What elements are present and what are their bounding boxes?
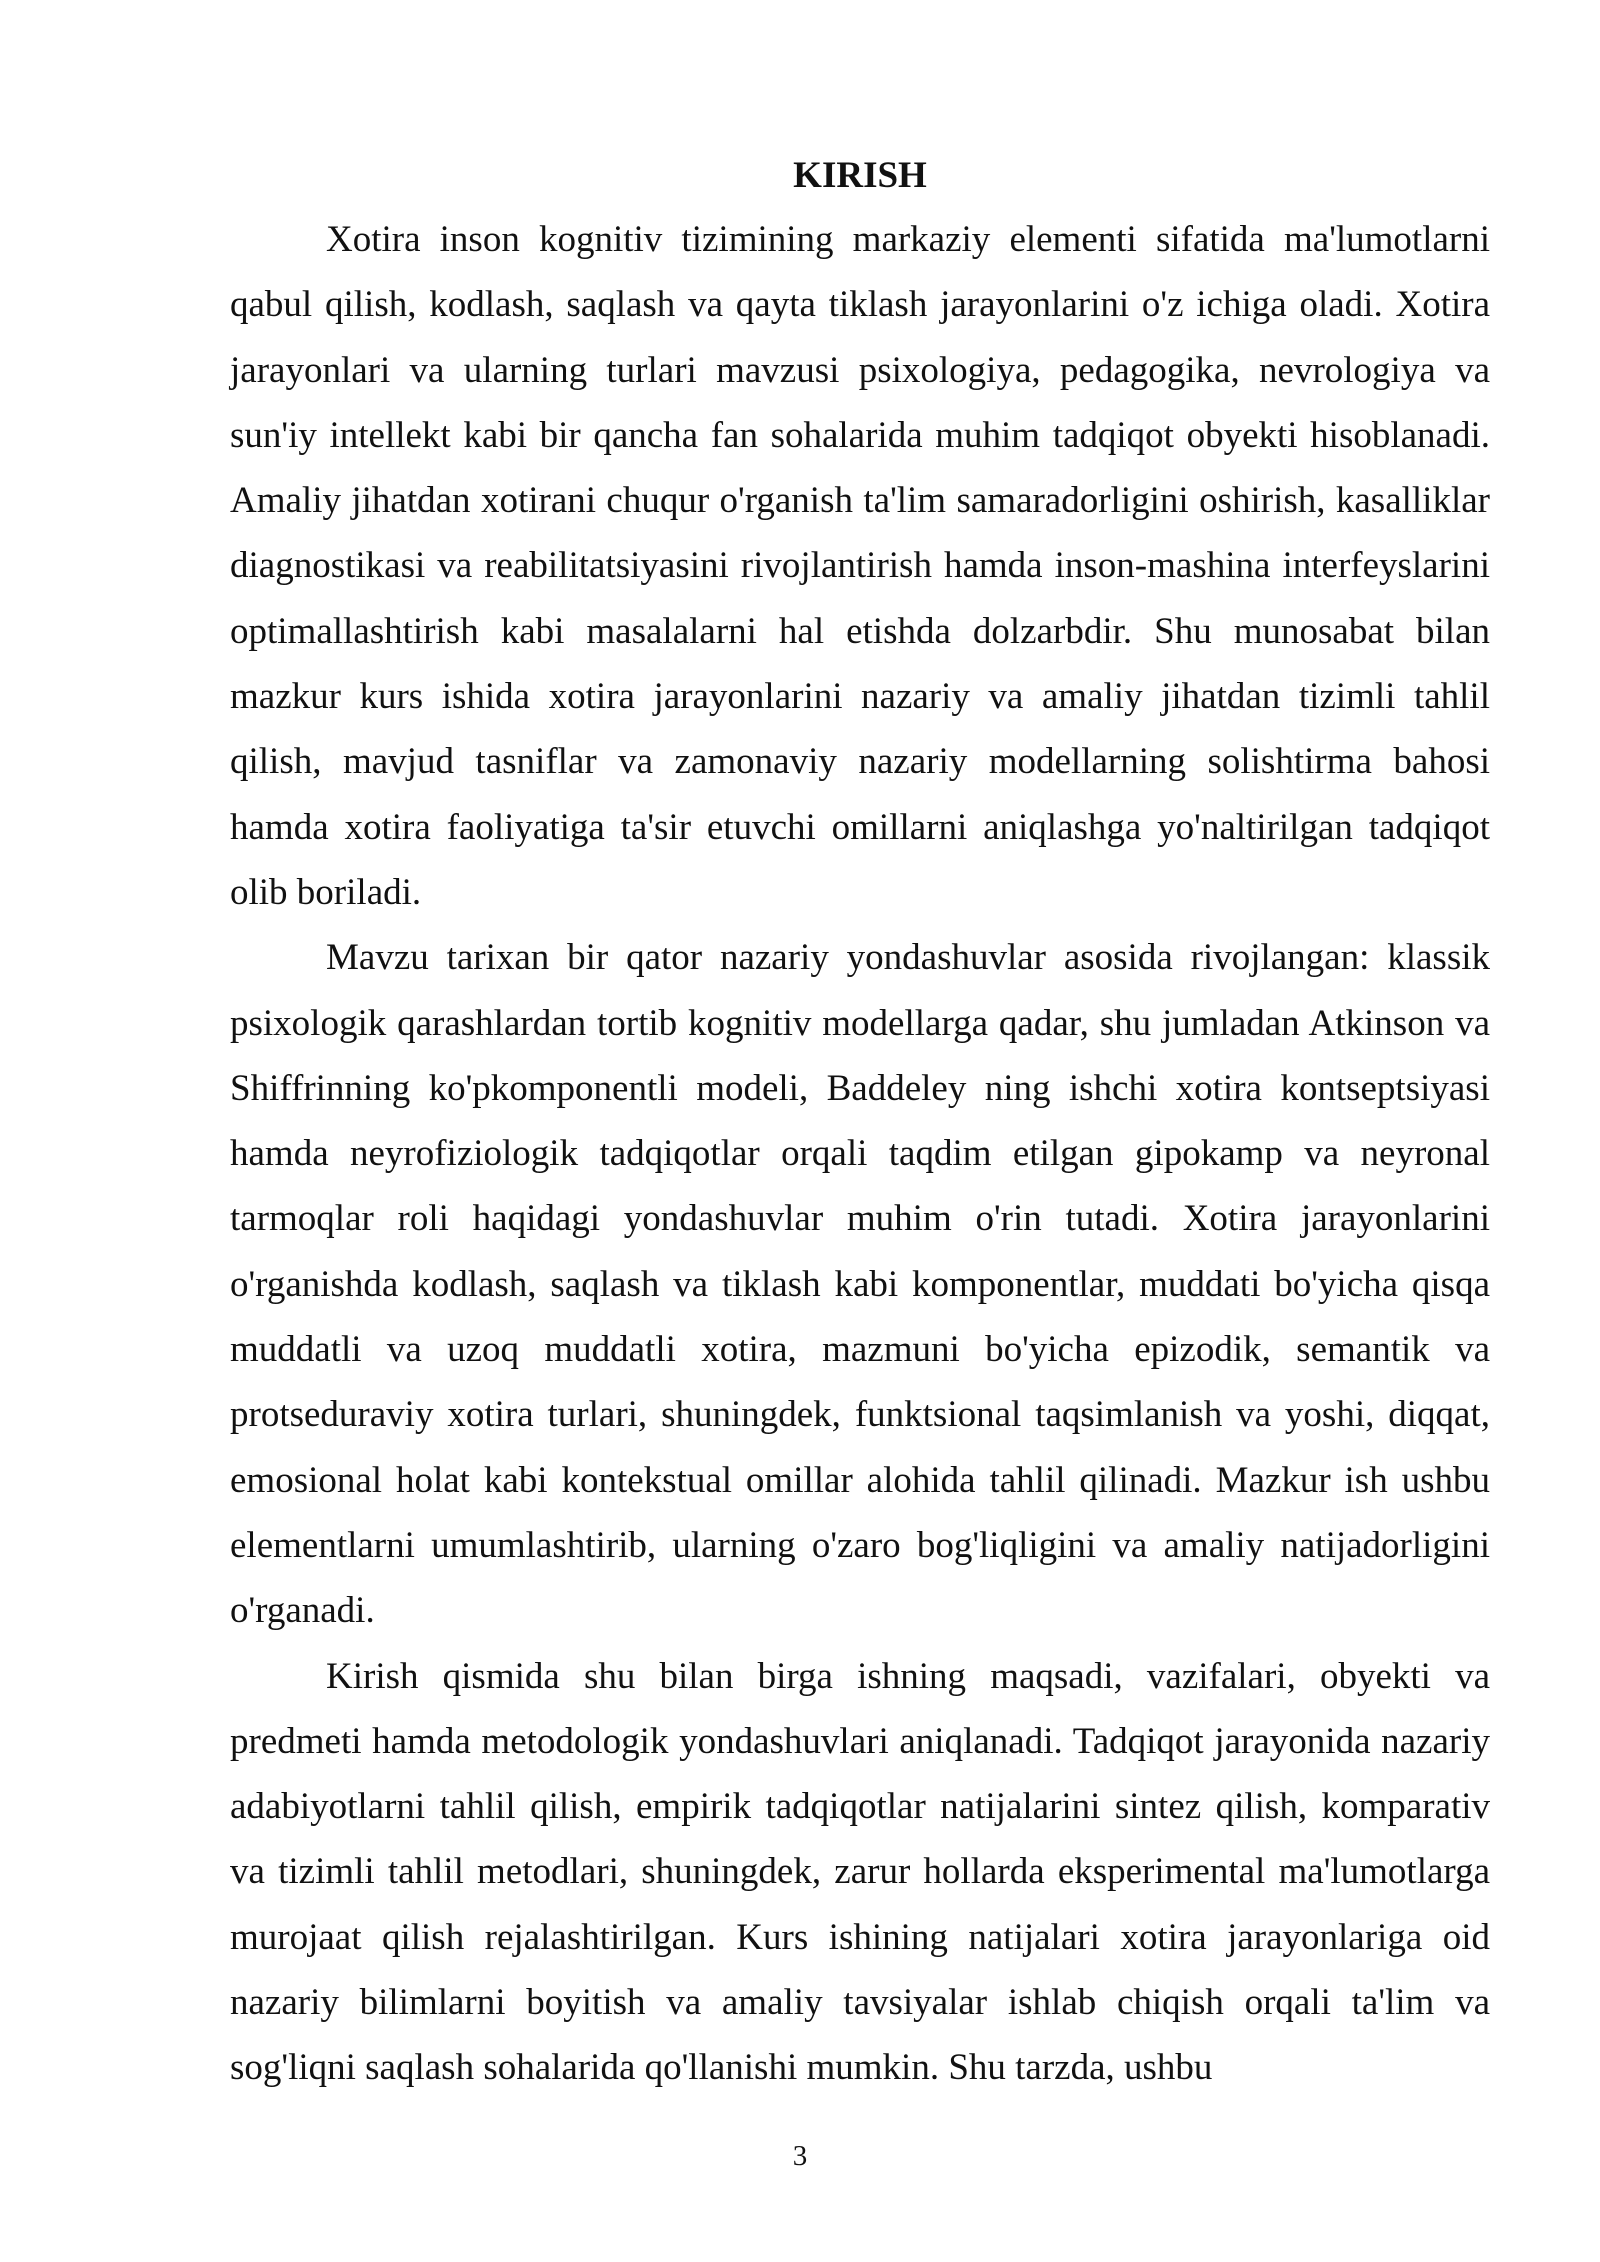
section-heading: KIRISH bbox=[793, 155, 927, 196]
paragraph-2: Mavzu tarixan bir qator nazariy yondashuvlar asosida rivojlangan: klassik psixologik qarashlardan tortib kognitiv modellarga qadar, shu jumladan Atkinson va Shiffrinning ko'pkomponentli modeli, Baddeley ning ishchi xotira kontseptsiyasi hamda neyrofiziologik tadqiqotlar orqali taqdim etilgan gipokamp va neyronal tarmoqlar roli haqidagi yondashuvlar muhim o'rin tutadi. Xotira jarayonlarini o'rganishda kodlash, saqlash va tiklash kabi komponentlar, muddati bo'yicha qisqa muddatli va uzoq muddatli xotira, mazmuni bo'yicha epizodik, semantik va protseduraviy xotira turlari, shuningdek, funktsional taqsimlanish va yoshi, diqqat, emosional holat kabi kontekstual omillar alohida tahlil qilinadi. Mazkur ish ushbu elementlarni umumlashtirib, ularning o'zaro bog'liqligini va amaliy natijadorligini o'rganadi. bbox=[230, 937, 1490, 1632]
body-text bbox=[230, 207, 1490, 2101]
paragraph-3: Kirish qismida shu bilan birga ishning maqsadi, vazifalari, obyekti va predmeti hamda metodologik yondashuvlari aniqlanadi. Tadqiqot jarayonida nazariy adabiyotlarni tahlil qilish, empirik tadqiqotlar natijalarini sintez qilish, komparativ va tizimli tahlil metodlari, shuningdek, zarur hollarda eksperimental ma'lumotlarga murojaat qilish rejalashtirilgan. Kurs ishining natijalari xotira jarayonlariga oid nazariy bilimlarni boyitish va amaliy tavsiyalar ishlab chiqish orqali ta'lim va sog'liqni saqlash sohalarida qo'llanishi mumkin. Shu tarzda, ushbu bbox=[230, 1655, 1490, 2089]
page-number: 3 bbox=[792, 2140, 808, 2172]
paragraph-1: Xotira inson kognitiv tizimining markaziy elementi sifatida ma'lumotlarni qabul qilish, kodlash, saqlash va qayta tiklash jarayonlarini o'z ichiga oladi. Xotira jarayonlari va ularning turlari mavzusi psixologiya, pedagogika, nevrologiya va sun'iy intellekt kabi bir qancha fan sohalarida muhim tadqiqot obyekti hisoblanadi. Amaliy jihatdan xotirani chuqur o'rganish ta'lim samaradorligini oshirish, kasalliklar diagnostikasi va reabilitatsiyasini rivojlantirish hamda inson-mashina interfeyslarini optimallashtirish kabi masalalarni hal etishda dolzarbdir. Shu munosabat bilan mazkur kurs ishida xotira jarayonlarini nazariy va amaliy jihatdan tizimli tahlil qilish, mavjud tasniflar va zamonaviy nazariy modellarning solishtirma bahosi hamda xotira faoliyatiga ta'sir etuvchi omillarni aniqlashga yo'naltirilgan tadqiqot olib boriladi. bbox=[230, 219, 1490, 913]
